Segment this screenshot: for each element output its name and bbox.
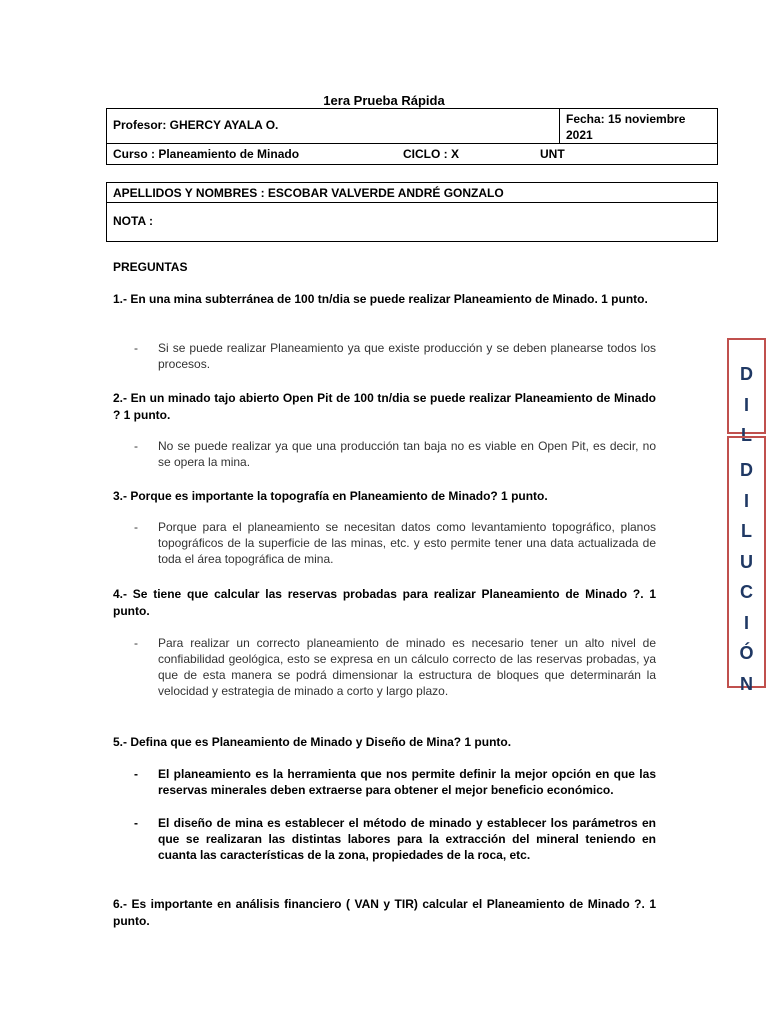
curso-text: Curso : Planeamiento de Minado [113,147,300,161]
list-dash: - [134,341,138,355]
sidebar-letter: L [741,521,752,541]
dilucion-box [727,436,766,694]
nombres-cell: APELLIDOS Y NOMBRES : ESCOBAR VALVERDE ANDRÉ GONZALO [107,183,718,203]
answer-text: Porque para el planeamiento se necesitan datos como levantamiento topográfico, planos topográficos de la superficie de las minas, etc. y esto permite tener una data actualizada de toda el área topográfica de mina. [158,520,656,566]
institucion-text: UNT [540,147,565,161]
answer-1 [134,340,656,372]
answer-5a [134,766,656,798]
sidebar-letter: N [740,673,753,694]
question-4: 4.- Se tiene que calcular las reservas probadas para realizar Planeamiento de Minado ?. 1 punto. [113,587,656,618]
curso-cell [107,144,718,165]
list-dash: - [134,816,138,830]
question-1: 1.- En una mina subterránea de 100 tn/dia se puede realizar Planeamiento de Minado. 1 punto. [113,292,648,306]
answer-text: Si se puede realizar Planeamiento ya que existe producción y se deben planearse todos los procesos. [158,341,656,371]
header-table [106,108,718,165]
question-2: 2.- En un minado tajo abierto Open Pit de 100 tn/dia se puede realizar Planeamiento de Minado ? 1 punto. [113,391,656,422]
sidebar-letter: I [743,612,749,633]
student-table [106,182,718,242]
answer-3 [134,519,656,567]
sidebar-letter: Ó [739,643,754,663]
list-dash: - [134,636,138,650]
nota-cell: NOTA : [107,203,718,242]
answer-text: Para realizar un correcto planeamiento de minado es necesario tener un alto nivel de confiabilidad geológica, esto se expresa en un cálculo correcto de las reservas probadas, ya que de esta manera se podrá dimensionar la estructura de bloques que determinarán la velocidad y estrategia de minado a corto y largo plazo. [158,636,656,698]
question-6: 6.- Es importante en análisis financiero ( VAN y TIR) calcular el Planeamiento de Minado ?. 1 punto. [113,897,656,928]
sidebar-letter: I [743,394,749,415]
list-dash: - [134,767,138,781]
document-title: 1era Prueba Rápida [323,93,445,108]
sidebar-letter: L [741,425,752,445]
answer-text: El diseño de mina es establecer el método de minado y establecer los parámetros en que se realizaran las distintas labores para la extracción del mineral teniendo en cuanta las características de la zona, propiedades de la roca, etc. [158,816,656,862]
sidebar-letter: U [740,551,753,572]
sidebar-letter: C [740,582,753,602]
list-dash: - [134,439,138,453]
answer-text: El planeamiento es la herramienta que nos permite definir la mejor opción en que las reservas minerales deben extraerse para obtener el mejor beneficio económico. [158,767,656,797]
answer-5b [134,815,656,863]
list-dash: - [134,520,138,534]
answer-4 [134,635,656,699]
fecha-cell [560,109,718,144]
section-title: PREGUNTAS [113,260,188,274]
question-5: 5.- Defina que es Planeamiento de Minado y Diseño de Mina? 1 punto. [113,735,512,749]
dil-box [727,338,766,445]
answer-2 [134,438,656,470]
ciclo-text: CICLO : X [403,147,459,161]
sidebar-letter: D [740,364,753,384]
profesor-cell: Profesor: GHERCY AYALA O. [107,109,560,144]
question-3: 3.- Porque es importante la topografía en Planeamiento de Minado? 1 punto. [113,489,548,503]
fecha-text: Fecha: 15 noviembre 2021 [566,112,686,142]
answer-text: No se puede realizar ya que una producción tan baja no es viable en Open Pit, es decir, no se opera la mina. [158,439,656,469]
sidebar-letter: I [743,490,749,511]
sidebar-letter: D [740,460,753,480]
